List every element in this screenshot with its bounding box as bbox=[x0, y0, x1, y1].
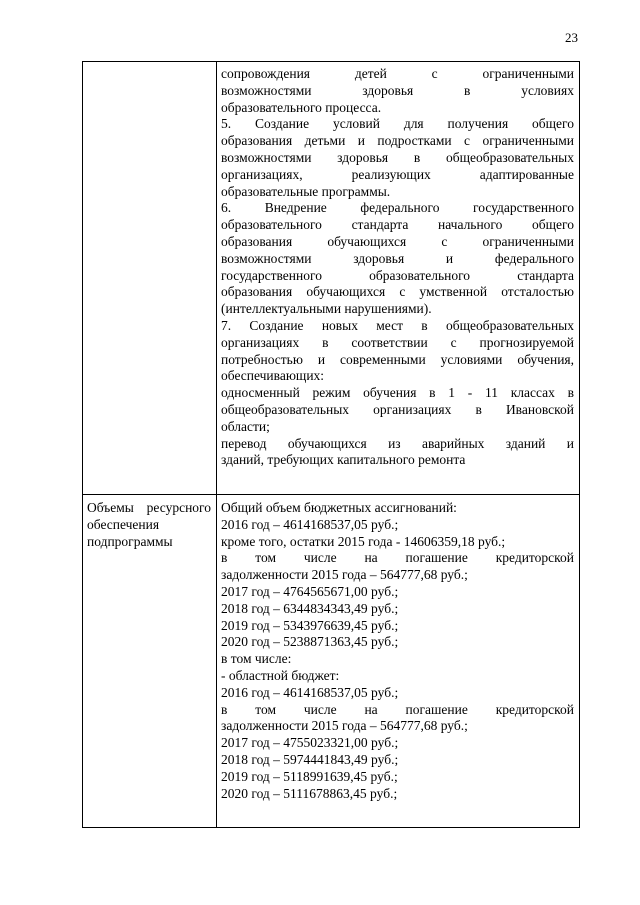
text-line: обеспечивающих: bbox=[221, 368, 325, 384]
text-line: 2019 год – 5118991639,45 руб.; bbox=[221, 768, 398, 784]
table-row bbox=[83, 495, 580, 828]
text-line: односменный режим обучения в 1 - 11 классах в bbox=[221, 385, 574, 401]
text-line: 6. Внедрение федерального государственного bbox=[221, 200, 574, 216]
text-line: возможностями здоровья в условиях bbox=[221, 82, 574, 98]
text-line: 2017 год – 4764565671,00 руб.; bbox=[221, 583, 399, 599]
text-line: обеспечения bbox=[87, 516, 160, 532]
text-line: подпрограммы bbox=[87, 533, 173, 549]
text-line: сопровождения детей с ограниченными bbox=[221, 66, 574, 81]
text-line: 2019 год – 5343976639,45 руб.; bbox=[221, 617, 399, 633]
text-line: возможностями здоровья в общеобразовательных bbox=[221, 149, 574, 165]
document-table bbox=[82, 61, 580, 828]
text-line: Объемы ресурсного bbox=[87, 500, 211, 515]
text-line: 2020 год – 5238871363,45 руб.; bbox=[221, 634, 399, 650]
text-line: области; bbox=[221, 418, 270, 434]
text-line: образования детьми и подростками с ограниченными bbox=[221, 133, 574, 149]
text-line: 2017 год – 4755023321,00 руб.; bbox=[221, 735, 399, 751]
text-line: 2016 год – 4614168537,05 руб.; bbox=[221, 516, 399, 532]
text-line: задолженности 2015 года – 564777,68 руб.; bbox=[221, 718, 468, 734]
table-row bbox=[83, 62, 580, 495]
text-line: зданий, требующих капитального ремонта bbox=[221, 452, 466, 468]
text-line: государственного образовательного стандарта bbox=[221, 267, 574, 283]
text-line: 2018 год – 6344834343,49 руб.; bbox=[221, 600, 399, 616]
text-line: возможностями здоровья и федерального bbox=[221, 250, 574, 266]
text-line: образовательного стандарта начального общего bbox=[221, 217, 574, 233]
text-line: 7. Создание новых мест в общеобразовательных bbox=[221, 317, 574, 333]
text-line: потребностью и современными условиями обучения, bbox=[221, 351, 574, 367]
text-line: Общий объем бюджетных ассигнований: bbox=[221, 500, 457, 515]
text-line: в том числе: bbox=[221, 651, 292, 667]
text-line: образования обучающихся с ограниченными bbox=[221, 233, 574, 249]
text-line: перевод обучающихся из аварийных зданий и bbox=[221, 435, 574, 451]
resources-label-cell bbox=[83, 495, 217, 828]
row1-left-cell bbox=[83, 62, 217, 495]
text-line: 5. Создание условий для получения общего bbox=[221, 116, 574, 132]
text-line: в том числе на погашение кредиторской bbox=[221, 550, 574, 566]
text-line: - областной бюджет: bbox=[221, 667, 340, 683]
text-line: организациях, реализующих адаптированные bbox=[221, 166, 574, 182]
text-line: в том числе на погашение кредиторской bbox=[221, 701, 574, 717]
text-line: образовательные программы. bbox=[221, 183, 391, 199]
text-line: общеобразовательных организациях в Ивановской bbox=[221, 401, 574, 417]
text-line: 2016 год – 4614168537,05 руб.; bbox=[221, 684, 399, 700]
text-line: задолженности 2015 года – 564777,68 руб.; bbox=[221, 567, 468, 583]
text-line: 2018 год – 5974441843,49 руб.; bbox=[221, 751, 399, 767]
text-line: организациях в соответствии с прогнозируемой bbox=[221, 334, 574, 350]
resources-content-cell bbox=[217, 495, 580, 828]
text-line: (интеллектуальными нарушениями). bbox=[221, 301, 432, 317]
text-line: образования обучающихся с умственной отсталостью bbox=[221, 284, 574, 300]
row1-right-cell bbox=[217, 62, 580, 495]
page-number: 23 bbox=[565, 30, 578, 45]
text-line: 2020 год – 5111678863,45 руб.; bbox=[221, 785, 398, 801]
text-line: образовательного процесса. bbox=[221, 99, 382, 115]
text-line: кроме того, остатки 2015 года - 14606359,18 руб.; bbox=[221, 533, 506, 549]
